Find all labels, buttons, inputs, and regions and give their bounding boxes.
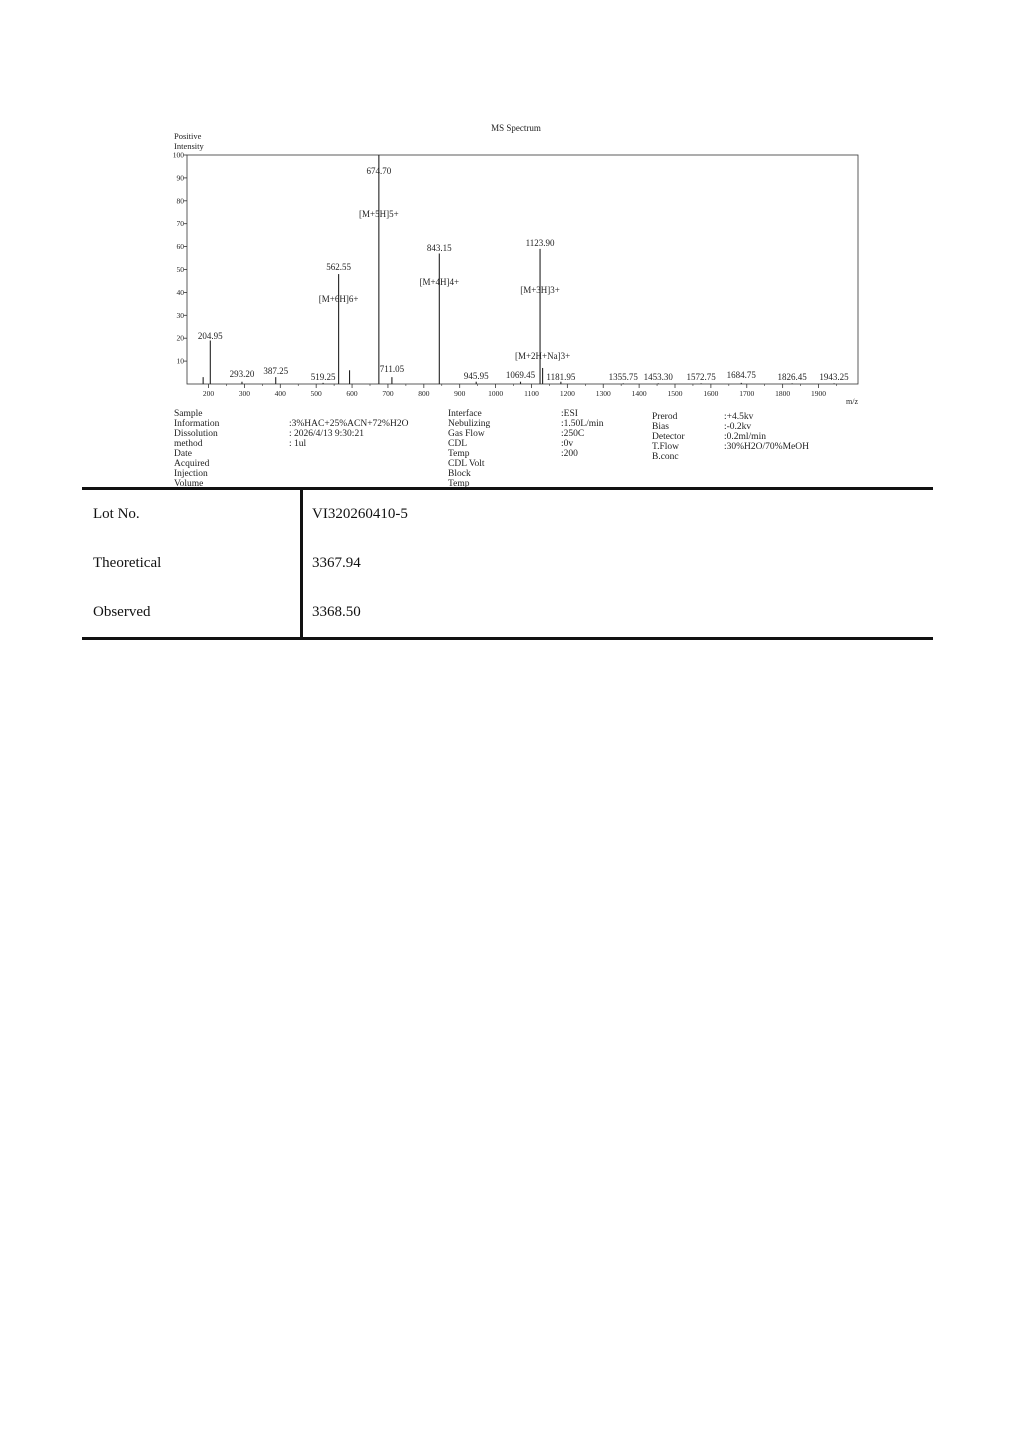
- peak-label: 1123.90: [525, 238, 555, 248]
- info-value: :30%H2O/70%MeOH: [724, 442, 809, 452]
- x-tick-label: 700: [382, 389, 394, 398]
- y-tick-label: 90: [176, 173, 184, 183]
- peak-label: 711.05: [379, 364, 405, 374]
- info-value: :-0.2kv: [724, 422, 752, 432]
- info-value: :1.50L/min: [561, 419, 604, 429]
- peak-label: 1943.25: [819, 372, 849, 382]
- x-tick-label: 1500: [667, 389, 683, 398]
- x-tick-label: 1000: [488, 389, 504, 398]
- info-value: [289, 409, 408, 419]
- info-value: :ESI: [561, 409, 578, 419]
- x-tick-label: 300: [238, 389, 251, 398]
- info-label: CDL Volt: [448, 459, 485, 469]
- y-tick-label: 40: [176, 287, 184, 297]
- peak-label: 843.15: [426, 243, 452, 253]
- x-tick-label: 500: [310, 389, 322, 398]
- y-axis-label-intensity: Intensity: [174, 141, 204, 151]
- x-tick-label: 1600: [703, 389, 719, 398]
- info-value: :+4.5kv: [724, 412, 754, 422]
- y-tick-label: 10: [176, 356, 184, 366]
- y-tick-label: 60: [176, 242, 184, 252]
- y-axis-ticks: [173, 151, 187, 366]
- info-value: :200: [561, 449, 578, 459]
- y-tick-label: 50: [176, 265, 184, 274]
- info-label: CDL Temp: [448, 439, 470, 459]
- x-tick-label: 1400: [631, 389, 647, 398]
- spectrum-peaks: [203, 155, 834, 384]
- peak-label: 519.25: [310, 372, 336, 382]
- info-value: : 2026/4/13 9:30:21: [289, 429, 364, 439]
- y-tick-label: 30: [176, 310, 184, 320]
- peak-annotation: [M+4H]4+: [419, 277, 460, 287]
- x-axis-ticks: [203, 384, 837, 398]
- x-tick-label: 1300: [595, 389, 611, 398]
- info-label: T.Flow: [652, 442, 680, 452]
- table-row-theoretical: [82, 539, 933, 588]
- peak-annotation: [M+5H]5+: [359, 209, 399, 219]
- peak-annotation: [M+2H+Na]3+: [514, 351, 571, 361]
- peak-label: 1355.75: [608, 372, 638, 382]
- x-tick-label: 1700: [739, 389, 755, 398]
- x-tick-label: 1900: [811, 389, 827, 398]
- y-tick-label: 20: [176, 333, 184, 343]
- y-tick-label: 100: [172, 150, 184, 160]
- info-value: :3%HAC+25%ACN+72%H2O: [289, 419, 409, 429]
- x-tick-label: 1100: [524, 389, 539, 398]
- info-label: Injection Volume: [174, 469, 208, 489]
- info-value: :250C: [561, 429, 585, 439]
- peak-label: 387.25: [263, 366, 289, 376]
- x-tick-label: 800: [418, 389, 430, 398]
- x-tick-label: 600: [346, 389, 358, 398]
- info-label: Dissolution method: [174, 429, 218, 449]
- info-label: Block Temp: [448, 469, 471, 489]
- peak-label: 204.95: [197, 331, 223, 341]
- peak-label: 1453.30: [643, 372, 673, 382]
- info-label: Sample Information: [174, 409, 220, 429]
- ms-spectrum-chart: [0, 0, 1024, 410]
- peak-label: 1572.75: [686, 372, 716, 382]
- lot-label: Lot No.: [82, 489, 302, 540]
- info-value: :0.2ml/min: [724, 432, 766, 442]
- info-value: :0v: [561, 439, 574, 449]
- peak-annotation: [M+6H]6+: [318, 294, 359, 304]
- observed-label: Observed: [82, 588, 302, 639]
- info-label: Date Acquired: [174, 449, 210, 469]
- lot-value: VI320260410-5: [312, 506, 408, 522]
- peak-label: 1069.45: [505, 370, 536, 380]
- peak-label: 293.20: [229, 369, 255, 379]
- x-tick-label: 1200: [559, 389, 575, 398]
- x-tick-label: 200: [202, 389, 215, 398]
- y-tick-label: 80: [176, 196, 184, 206]
- info-label: B.conc: [652, 452, 679, 462]
- peak-label: 945.95: [463, 371, 489, 381]
- info-label: Prerod Bias: [652, 412, 678, 432]
- info-label: Nebulizing Gas Flow: [448, 419, 491, 439]
- info-label: Interface: [448, 409, 482, 419]
- info-label: Detector: [652, 432, 685, 442]
- theoretical-label: Theoretical: [82, 539, 302, 588]
- table-row-observed: [82, 588, 933, 639]
- peak-labels: [198, 166, 849, 382]
- peak-label: 1684.75: [726, 370, 756, 380]
- plot-frame: [187, 155, 858, 384]
- y-axis-label-positive: Positive: [174, 131, 202, 141]
- result-table: [82, 487, 933, 640]
- x-axis-label: m/z: [846, 397, 858, 406]
- x-tick-label: 900: [454, 389, 466, 398]
- y-tick-label: 70: [176, 219, 184, 229]
- info-value: : 1ul: [289, 439, 307, 449]
- theoretical-value: 3367.94: [312, 555, 361, 571]
- x-tick-label: 400: [274, 389, 286, 398]
- peak-label: 674.70: [366, 166, 392, 176]
- peak-annotation: [M+3H]3+: [520, 285, 560, 295]
- table-row-lot: [82, 489, 933, 540]
- chart-title: MS Spectrum: [491, 123, 541, 133]
- x-tick-label: 1800: [775, 389, 791, 398]
- observed-value: 3368.50: [312, 604, 361, 620]
- peak-label: 1181.95: [546, 372, 576, 382]
- peak-label: 562.55: [326, 262, 351, 272]
- peak-label: 1826.45: [777, 372, 807, 382]
